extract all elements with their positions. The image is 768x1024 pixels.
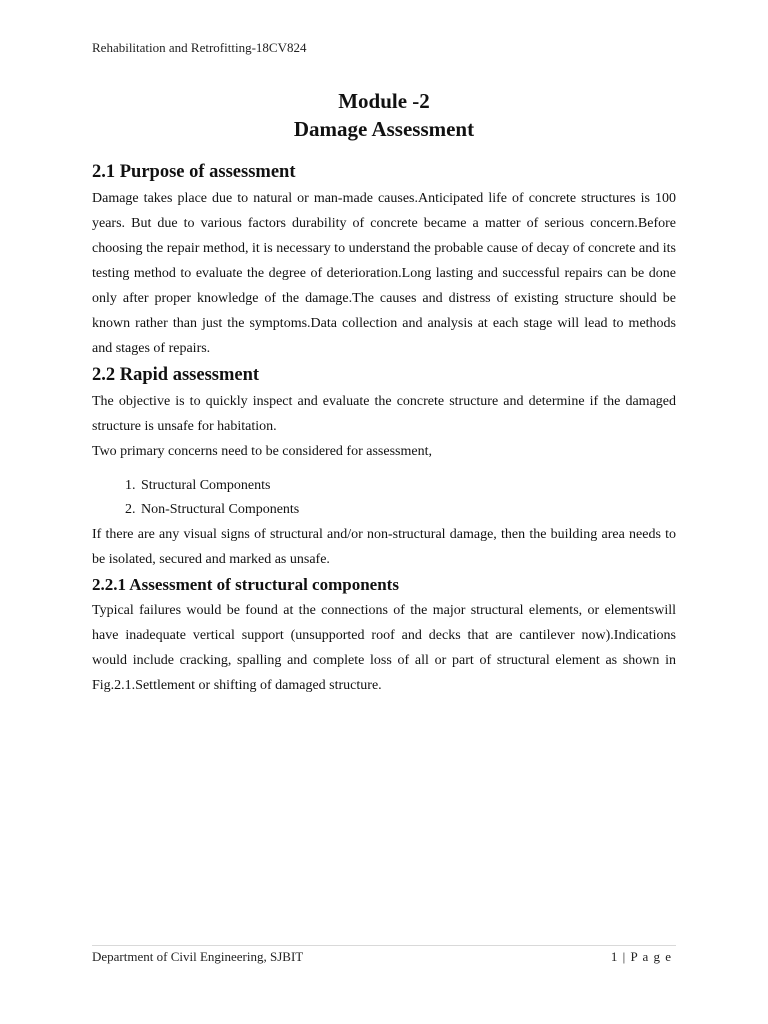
footer-divider [92, 945, 676, 946]
section-heading-2-1: 2.1 Purpose of assessment [92, 162, 296, 182]
concerns-list [92, 474, 676, 522]
title-block [0, 87, 768, 143]
section-2-1-paragraph: Damage takes place due to natural or man-made causes.Anticipated life of concrete structures is 100 years. But due to various factors durability of concrete became a matter of serious concern.Before choosing the repair method, it is necessary to understand the probable cause of decay of concrete and its testing method to evaluate the degree of deterioration.Long lasting and successful repairs can be done only after proper knowledge of the damage.The causes and distress of existing structure should be known rather than just the symptoms.Data collection and analysis at each stage will lead to methods and stages of repairs. [92, 191, 676, 356]
list-item: 2. Non-Structural Components [139, 498, 676, 522]
footer-department: Department of Civil Engineering, SJBIT [92, 949, 304, 964]
section-2-2-paragraph-concerns: Two primary concerns need to be considered for assessment, [92, 444, 432, 459]
body-content [92, 158, 676, 698]
list-item: 1. Structural Components [139, 474, 676, 498]
section-2-2-paragraph-isolation: If there are any visual signs of structural and/or non-structural damage, then the building area needs to be isolated, secured and marked as unsafe. [92, 527, 676, 567]
running-header: Rehabilitation and Retrofitting-18CV824 [92, 40, 307, 55]
section-heading-2-2: 2.2 Rapid assessment [92, 365, 260, 385]
subject-title: Damage Assessment [293, 117, 475, 141]
section-heading-2-2-1: 2.2.1 Assessment of structural components [92, 575, 399, 594]
page-number: 1 | P a g e [610, 949, 672, 964]
section-2-2-paragraph-objective: The objective is to quickly inspect and evaluate the concrete structure and determine if the damaged structure is unsafe for habitation. [92, 394, 676, 434]
section-2-2-1-paragraph: Typical failures would be found at the connections of the major structural elements, or elementswill have inadequate vertical support (unsupported roof and decks that are cantilever now).Indications would include cracking, spalling and complete loss of all or part of structural element as shown in Fig.2.1.Settlement or shifting of damaged structure. [92, 603, 676, 693]
module-title: Module -2 [338, 89, 430, 113]
